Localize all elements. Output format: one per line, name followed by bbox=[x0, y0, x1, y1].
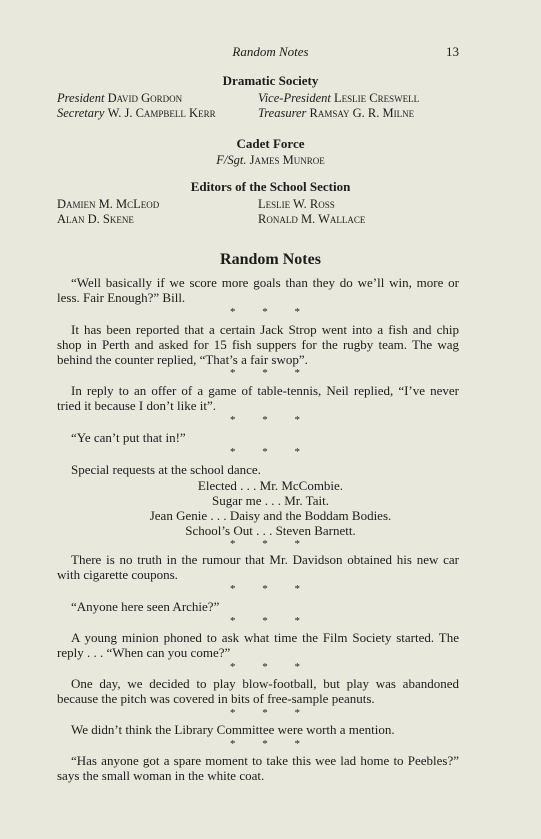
treasurer-label: Treasurer bbox=[258, 106, 307, 120]
note-paragraph: In reply to an offer of a game of table-tennis, Neil replied, “I’ve never tried it because I don’t like it”. bbox=[57, 383, 459, 413]
separator bbox=[230, 707, 300, 719]
separator-star: * bbox=[262, 306, 268, 318]
separator-star: * bbox=[230, 707, 236, 719]
separator-star: * bbox=[294, 707, 300, 719]
separator bbox=[230, 446, 300, 458]
separator-star: * bbox=[262, 583, 268, 595]
secretary-label: Secretary bbox=[57, 106, 105, 120]
separator bbox=[230, 306, 300, 318]
random-notes-title: Random Notes bbox=[220, 251, 321, 268]
treasurer-name: Ramsay G. R. Milne bbox=[309, 106, 415, 120]
note-paragraph: Special requests at the school dance. bbox=[71, 462, 261, 477]
separator bbox=[230, 414, 300, 426]
note-paragraph: “Anyone here seen Archie?” bbox=[71, 599, 220, 614]
separator-star: * bbox=[230, 738, 236, 750]
separator-star: * bbox=[230, 367, 236, 379]
separator-star: * bbox=[294, 306, 300, 318]
treasurer-line bbox=[258, 106, 414, 121]
separator bbox=[230, 615, 300, 627]
editor-name: Leslie W. Ross bbox=[258, 197, 335, 211]
separator-star: * bbox=[262, 661, 268, 673]
dance-request: Sugar me . . . Mr. Tait. bbox=[212, 493, 329, 508]
separator-star: * bbox=[294, 446, 300, 458]
vice-president-line bbox=[258, 91, 419, 106]
dance-request: Jean Genie . . . Daisy and the Boddam Bodies. bbox=[149, 508, 392, 523]
page-number: 13 bbox=[446, 44, 459, 59]
separator-star: * bbox=[262, 446, 268, 458]
cadet-force-heading: Cadet Force bbox=[236, 136, 305, 151]
separator-star: * bbox=[294, 367, 300, 379]
note-paragraph: “Ye can’t put that in!” bbox=[71, 430, 186, 445]
vice-president-label: Vice-President bbox=[258, 91, 331, 105]
separator-star: * bbox=[230, 583, 236, 595]
dance-request: Elected . . . Mr. McCombie. bbox=[197, 478, 344, 493]
separator-star: * bbox=[230, 615, 236, 627]
separator bbox=[230, 538, 300, 550]
president-name: David Gordon bbox=[107, 91, 183, 105]
president-label: President bbox=[57, 91, 105, 105]
separator-star: * bbox=[230, 538, 236, 550]
dramatic-society-heading: Dramatic Society bbox=[222, 73, 319, 88]
separator-star: * bbox=[294, 615, 300, 627]
note-paragraph: There is no truth in the rumour that Mr. Davidson obtained his new car with cigarette coupons. bbox=[57, 552, 459, 582]
separator-star: * bbox=[262, 707, 268, 719]
separator-star: * bbox=[262, 414, 268, 426]
note-paragraph: We didn’t think the Library Committee were worth a mention. bbox=[71, 722, 395, 737]
cadet-force-line bbox=[0, 153, 541, 168]
separator-star: * bbox=[294, 738, 300, 750]
separator-star: * bbox=[262, 367, 268, 379]
separator bbox=[230, 583, 300, 595]
cadet-name: James Munroe bbox=[249, 153, 325, 167]
separator-star: * bbox=[230, 414, 236, 426]
note-paragraph: One day, we decided to play blow-football, but play was abandoned because the pitch was covered in bits of free-sample peanuts. bbox=[57, 676, 459, 706]
editor-name: Alan D. Skene bbox=[57, 212, 134, 226]
note-paragraph: “Has anyone got a spare moment to take this wee lad home to Peebles?” says the small woman in the white coat. bbox=[57, 753, 459, 783]
separator-star: * bbox=[230, 306, 236, 318]
running-title: Random Notes bbox=[232, 44, 309, 59]
note-paragraph: A young minion phoned to ask what time the Film Society started. The reply . . . “When can you come?” bbox=[57, 630, 459, 660]
note-paragraph: It has been reported that a certain Jack Strop went into a fish and chip shop in Perth and asked for 15 fish suppers for the rugby team. The wag behind the counter replied, “That’s a fair swop”. bbox=[57, 322, 459, 367]
editor-name: Damien M. McLeod bbox=[57, 197, 160, 211]
separator-star: * bbox=[294, 414, 300, 426]
separator-star: * bbox=[262, 615, 268, 627]
secretary-name: W. J. Campbell Kerr bbox=[107, 106, 216, 120]
separator-star: * bbox=[262, 538, 268, 550]
editor-name: Ronald M. Wallace bbox=[258, 212, 366, 226]
separator-star: * bbox=[294, 661, 300, 673]
separator bbox=[230, 367, 300, 379]
separator-star: * bbox=[294, 538, 300, 550]
separator bbox=[230, 661, 300, 673]
vice-president-name: Leslie Creswell bbox=[334, 91, 420, 105]
editors-heading: Editors of the School Section bbox=[190, 179, 351, 194]
president-line bbox=[57, 91, 182, 106]
secretary-line bbox=[57, 106, 216, 121]
separator-star: * bbox=[294, 583, 300, 595]
dance-request: School’s Out . . . Steven Barnett. bbox=[185, 523, 356, 538]
separator-star: * bbox=[262, 738, 268, 750]
separator-star: * bbox=[230, 446, 236, 458]
cadet-rank: F/Sgt. bbox=[216, 153, 247, 167]
separator-star: * bbox=[230, 661, 236, 673]
separator bbox=[230, 738, 300, 750]
note-paragraph: “Well basically if we score more goals than they do we’ll win, more or less. Fair Enough?” Bill. bbox=[57, 275, 459, 305]
